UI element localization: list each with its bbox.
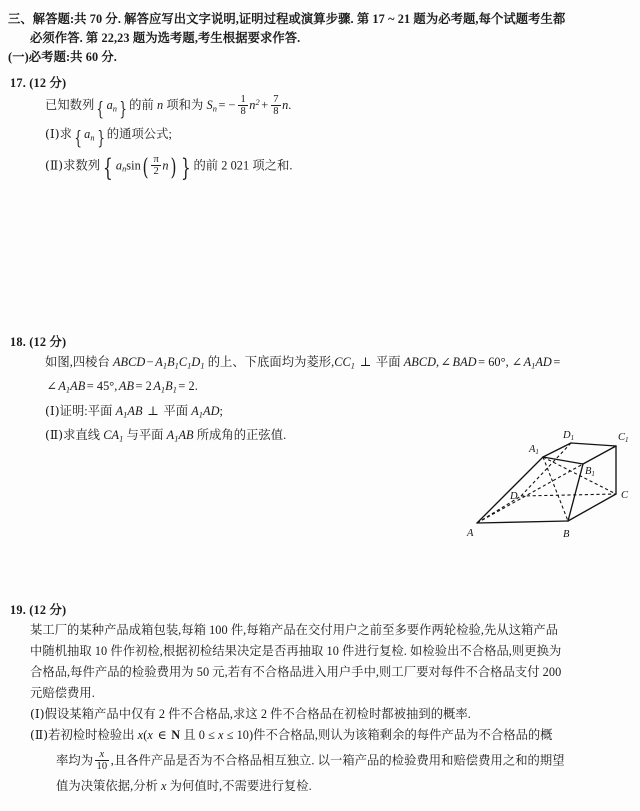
question-18-stem-line2	[45, 376, 635, 400]
q18-D1: D	[191, 355, 201, 369]
edge-B-B1	[568, 464, 583, 521]
q17-part2-brace-open: {	[103, 153, 113, 183]
q18-part1-mid: 平面	[163, 403, 189, 418]
section-header-line1: 三、解答题:共 70 分. 解答应写出文字说明,证明过程或演算步骤. 第 17 ~ 21 题为必考题,每个试题考生都	[8, 12, 566, 26]
q19-p2-l3b: 为何值时,不需要进行复检.	[169, 778, 312, 793]
q18-comma1: ,	[436, 355, 440, 369]
edge-D-C	[521, 494, 616, 496]
question-19-part-1	[30, 704, 632, 725]
q18-part1-A2-sub: 1	[198, 409, 204, 419]
q17-part1-after: 的通项公式;	[106, 126, 172, 141]
q18-part1-A: A	[115, 403, 124, 418]
q18-BAD: BAD	[452, 355, 477, 369]
question-17-points: (12 分)	[29, 76, 67, 90]
vertex-label-B: B	[563, 529, 570, 540]
vertex-label-A1: A1	[529, 444, 539, 456]
q17-stem-prefix: 已知数列	[45, 98, 95, 113]
q17-stem-mid: 的前	[129, 98, 154, 113]
q18-l2-angle: ∠	[46, 379, 57, 394]
q18-B1-sub: 1	[174, 361, 179, 371]
q18-l1b: 的上、下底面均为菱形,	[207, 355, 335, 369]
q17-part2-a: a	[115, 157, 123, 172]
q18-l1a: 如图,四棱台	[45, 355, 110, 369]
q18-A1: A	[155, 355, 163, 369]
q17-paren-close: )	[170, 153, 177, 182]
q19-cond-open: (	[143, 728, 148, 742]
q18-angle2: ∠	[511, 355, 523, 369]
question-19-part-2-line2	[30, 749, 632, 773]
q18-part2-mid: 与平面	[126, 427, 164, 442]
q17-frac2-den: 8	[273, 106, 279, 118]
question-19-part-2-line1	[30, 725, 632, 746]
question-19-body	[30, 620, 632, 797]
q17-S: S	[206, 98, 213, 113]
q17-part1-sub: n	[90, 133, 95, 143]
q17-part2-a-sub: n	[122, 164, 127, 174]
question-17-part-2	[45, 153, 605, 183]
q19-p2-l1b: 件不合格品,则认为该箱剩余的每件产品为不合格品的概	[253, 728, 553, 742]
q19-cond-x2: x	[218, 728, 224, 742]
q18-part2-CA-sub: 1	[119, 434, 124, 444]
q18-part1-after: ;	[219, 403, 223, 418]
section-header	[8, 10, 632, 67]
frustum-vertex-labels	[466, 430, 629, 540]
q19-p2-l3a: 值为决策依据,分析	[56, 778, 158, 793]
q18-ABCD2: ABCD	[403, 355, 437, 369]
q18-angle1: ∠	[440, 355, 452, 369]
q19-part1-label: (Ⅰ)	[30, 707, 45, 721]
q18-A1b: A	[523, 355, 532, 369]
q18-part2-label: (Ⅱ)	[45, 427, 64, 442]
q19-l3-x: x	[161, 778, 167, 793]
q19-cond-le: ≤ 10)	[226, 728, 254, 742]
q17-n-exp: 2	[255, 98, 260, 107]
q18-dash: −	[146, 355, 154, 369]
question-17-number	[10, 73, 66, 91]
q18-part2-before: 求直线	[63, 427, 101, 442]
q18-B1: B	[167, 355, 175, 369]
diagonal-A-B1	[477, 464, 583, 523]
q17-part1-a: a	[84, 126, 91, 141]
q17-frac1-den: 8	[240, 106, 246, 118]
q19-cond-in: ∈	[157, 728, 167, 742]
q18-l2-A: A	[58, 379, 66, 394]
q18-part2-AB: AB	[178, 427, 194, 442]
q17-paren-open: (	[142, 153, 149, 182]
q17-eq: =	[218, 98, 226, 113]
q18-l2-B2: B	[165, 379, 173, 394]
q19-frac-x-10	[95, 749, 110, 773]
edge-A-B	[477, 521, 568, 523]
q17-S-sub: n	[212, 104, 217, 114]
section-header-line3: (一)必考题:共 60 分.	[8, 50, 117, 64]
question-17-stem	[45, 92, 605, 120]
question-18-stem-line1	[45, 352, 635, 376]
question-18-points: (12 分)	[29, 335, 67, 349]
edge-D1-C1	[571, 443, 616, 446]
q17-sin: sin	[126, 157, 141, 172]
q17-part2-before: 求数列	[63, 157, 101, 172]
q17-frac-pi-2	[151, 154, 160, 178]
q18-l2-AB: AB	[70, 379, 86, 394]
q17-brace-close: }	[119, 97, 127, 120]
q17-seq-sub: n	[112, 104, 117, 114]
q19-cond-x: x	[147, 728, 153, 742]
diagonal-A1-C	[543, 457, 616, 494]
q18-part1-AB: AB	[127, 403, 143, 418]
q18-part1-before: 证明:平面	[59, 403, 113, 418]
q19-stem-line-1: 某工厂的某种产品成箱包装,每箱 100 件,每箱产品在交付用户之前至多要作两轮检验,先从这箱产品	[30, 623, 559, 637]
question-19-part-2-line3	[30, 776, 632, 797]
vertex-label-A: A	[467, 528, 474, 539]
question-17-num-text: 17.	[10, 76, 26, 90]
q18-l2-A-sub: 1	[65, 385, 71, 395]
q17-brace-open: {	[96, 97, 105, 120]
q18-part1-A-sub: 1	[123, 409, 128, 419]
edge-B1-C1	[583, 446, 616, 464]
q17-pi-den: 2	[151, 165, 160, 177]
q18-part1-A2: A	[191, 403, 199, 418]
q17-frac2-num: 7	[273, 93, 279, 105]
q18-C1: C	[178, 355, 188, 369]
q18-part2-A: A	[166, 427, 175, 442]
q17-frac1-num: 1	[240, 93, 246, 105]
q18-l2-A2-sub: 1	[160, 385, 166, 395]
edge-A1-D1	[543, 443, 571, 457]
q18-A1AD: AD	[535, 355, 552, 369]
q19-cond-and: 且 0 ≤	[183, 728, 215, 742]
q17-period: .	[288, 98, 292, 113]
q18-l2-AB2: AB	[118, 379, 135, 394]
q17-var-n: n	[157, 98, 164, 113]
q17-plus: +	[261, 98, 269, 113]
question-18-number	[10, 332, 66, 350]
q19-frac-den: 10	[96, 761, 108, 773]
frustum-diagram-svg	[455, 420, 640, 542]
q18-A1-sub: 1	[162, 361, 168, 371]
q18-CC1: CC	[334, 355, 351, 369]
q17-pi-num: π	[153, 153, 159, 165]
q19-part2-label: (Ⅱ)	[30, 728, 49, 742]
q18-eq60: = 60°,	[478, 355, 509, 369]
q18-part1-AD: AD	[203, 403, 220, 418]
q17-part1-before: 求	[59, 126, 72, 141]
q19-p2-l2b: ,且各件产品是否为不合格品相互独立. 以一箱产品的检验费用和赔偿费用之和的期望	[110, 753, 565, 768]
question-19-points: (12 分)	[29, 603, 67, 617]
vertex-label-B1: B1	[585, 466, 595, 478]
q17-minus: −	[228, 98, 236, 113]
q17-part2-label: (Ⅱ)	[45, 157, 64, 172]
q18-C1-sub: 1	[187, 361, 192, 371]
question-17-part-1	[45, 124, 605, 149]
q19-p2-l1a: 若初检时检验出	[48, 728, 135, 742]
q18-part1-perp: ⊥	[147, 403, 159, 418]
q17-seq-a: a	[106, 98, 113, 113]
q18-part2-A-sub: 1	[174, 434, 179, 444]
q17-n-base: n	[249, 98, 256, 113]
q17-part1-brace-close: }	[96, 126, 105, 149]
section-header-line2: 必须作答. 第 22,23 题为选考题,考生根据要求作答.	[30, 31, 301, 45]
q18-l2-B2-sub: 1	[172, 385, 177, 395]
vertex-label-C: C	[621, 490, 629, 501]
question-17-body	[45, 92, 605, 183]
q19-stem-line-4: 元赔偿费用.	[30, 686, 95, 700]
q18-part2-CA: CA	[103, 427, 120, 442]
q19-part1-text: 假设某箱产品中仅有 2 件不合格品,求这 2 件不合格品在初检时都被抽到的概率.	[44, 707, 471, 721]
q19-var-x: x	[137, 728, 144, 742]
q17-frac-1-8	[238, 94, 247, 118]
q18-eqtail: =	[553, 355, 561, 369]
q17-part1-brace-open: {	[74, 126, 82, 149]
q17-n-last: n	[282, 98, 289, 113]
q18-ABCD: ABCD	[112, 355, 146, 369]
q18-part2-after: 所成角的正弦值.	[196, 427, 287, 442]
edge-B-C	[568, 494, 616, 521]
q17-frac-7-8	[271, 94, 280, 118]
q18-D1-sub: 1	[200, 361, 205, 371]
q17-part2-brace-close: }	[180, 153, 191, 183]
q18-part1-label: (Ⅰ)	[45, 403, 60, 418]
q18-perp: ⊥	[359, 355, 372, 369]
question-18-figure	[455, 420, 640, 542]
q18-l2-eq45: = 45°,	[86, 379, 118, 394]
q18-CC1-sub: 1	[350, 361, 356, 371]
q18-A1b-sub: 1	[531, 361, 536, 371]
vertex-label-D1: D1	[563, 430, 575, 442]
q19-cond-N: N	[171, 728, 181, 742]
q18-l2-A2: A	[153, 379, 161, 394]
q18-l1c: 平面	[375, 355, 401, 369]
diagonal-A1-B	[543, 457, 568, 521]
q19-stem-line-3: 合格品,每件产品的检验费用为 50 元,若有不合格品进入用户手中,则工厂要对每件不合格品支付 200	[30, 665, 562, 679]
q17-stem-tail: 项和为	[166, 98, 204, 113]
edge-A-A1	[477, 457, 543, 523]
q17-inner-n: n	[162, 157, 169, 172]
q19-p2-l2a: 率均为	[56, 753, 94, 768]
vertex-label-D: D	[510, 491, 518, 502]
question-19-num-text: 19.	[10, 603, 26, 617]
q18-l2-eq: = 2	[135, 379, 152, 394]
vertex-label-C1: C1	[618, 432, 629, 444]
q17-part1-label: (Ⅰ)	[45, 126, 60, 141]
q19-frac-num: x	[99, 749, 105, 760]
question-18-num-text: 18.	[10, 335, 26, 349]
q17-part2-after: 的前 2 021 项之和.	[193, 157, 293, 172]
q19-stem-line-2: 中随机抽取 10 件作初检,根据初检结果决定是否再抽取 10 件进行复检. 如检验出不合格品,则更换为	[30, 644, 562, 658]
q18-l2-eq2: = 2.	[178, 379, 198, 394]
question-19-number	[10, 600, 66, 618]
